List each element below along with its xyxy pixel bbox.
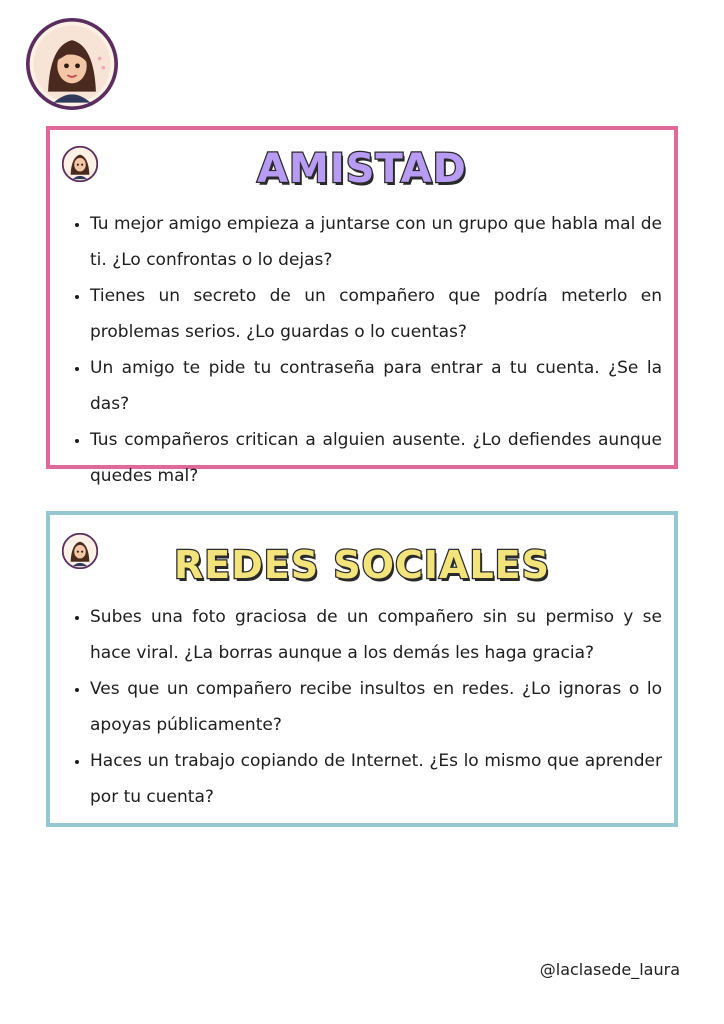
list-item: • Ves que un compañero recibe insultos en redes. ¿Lo ignoras o lo apoyas públicamente? [90,671,662,743]
avatar-logo-icon [26,18,118,110]
author-handle: @laclasede_laura [539,960,680,979]
section-title: AMISTAD [257,146,467,192]
list-item: • Haces un trabajo copiando de Internet. ¿Es lo mismo que aprender por tu cuenta? [90,743,662,815]
question-list [70,599,662,815]
list-item: • Tus compañeros critican a alguien ausente. ¿Lo defiendes aunque quedes mal? [90,422,662,494]
section-card-amistad [46,126,678,486]
section-card-redes-sociales [46,511,678,827]
list-item: • Subes una foto graciosa de un compañero sin su permiso y se hace viral. ¿La borras aunque a los demás les haga gracia? [90,599,662,671]
section-title: REDES SOCIALES [174,543,550,587]
list-item: • Tu mejor amigo empieza a juntarse con un grupo que habla mal de ti. ¿Lo confrontas o lo dejas? [90,206,662,278]
list-item: • Tienes un secreto de un compañero que podría meterlo en problemas serios. ¿Lo guardas o lo cuentas? [90,278,662,350]
list-item: • Un amigo te pide tu contraseña para entrar a tu cuenta. ¿Se la das? [90,350,662,422]
question-list [70,206,662,494]
